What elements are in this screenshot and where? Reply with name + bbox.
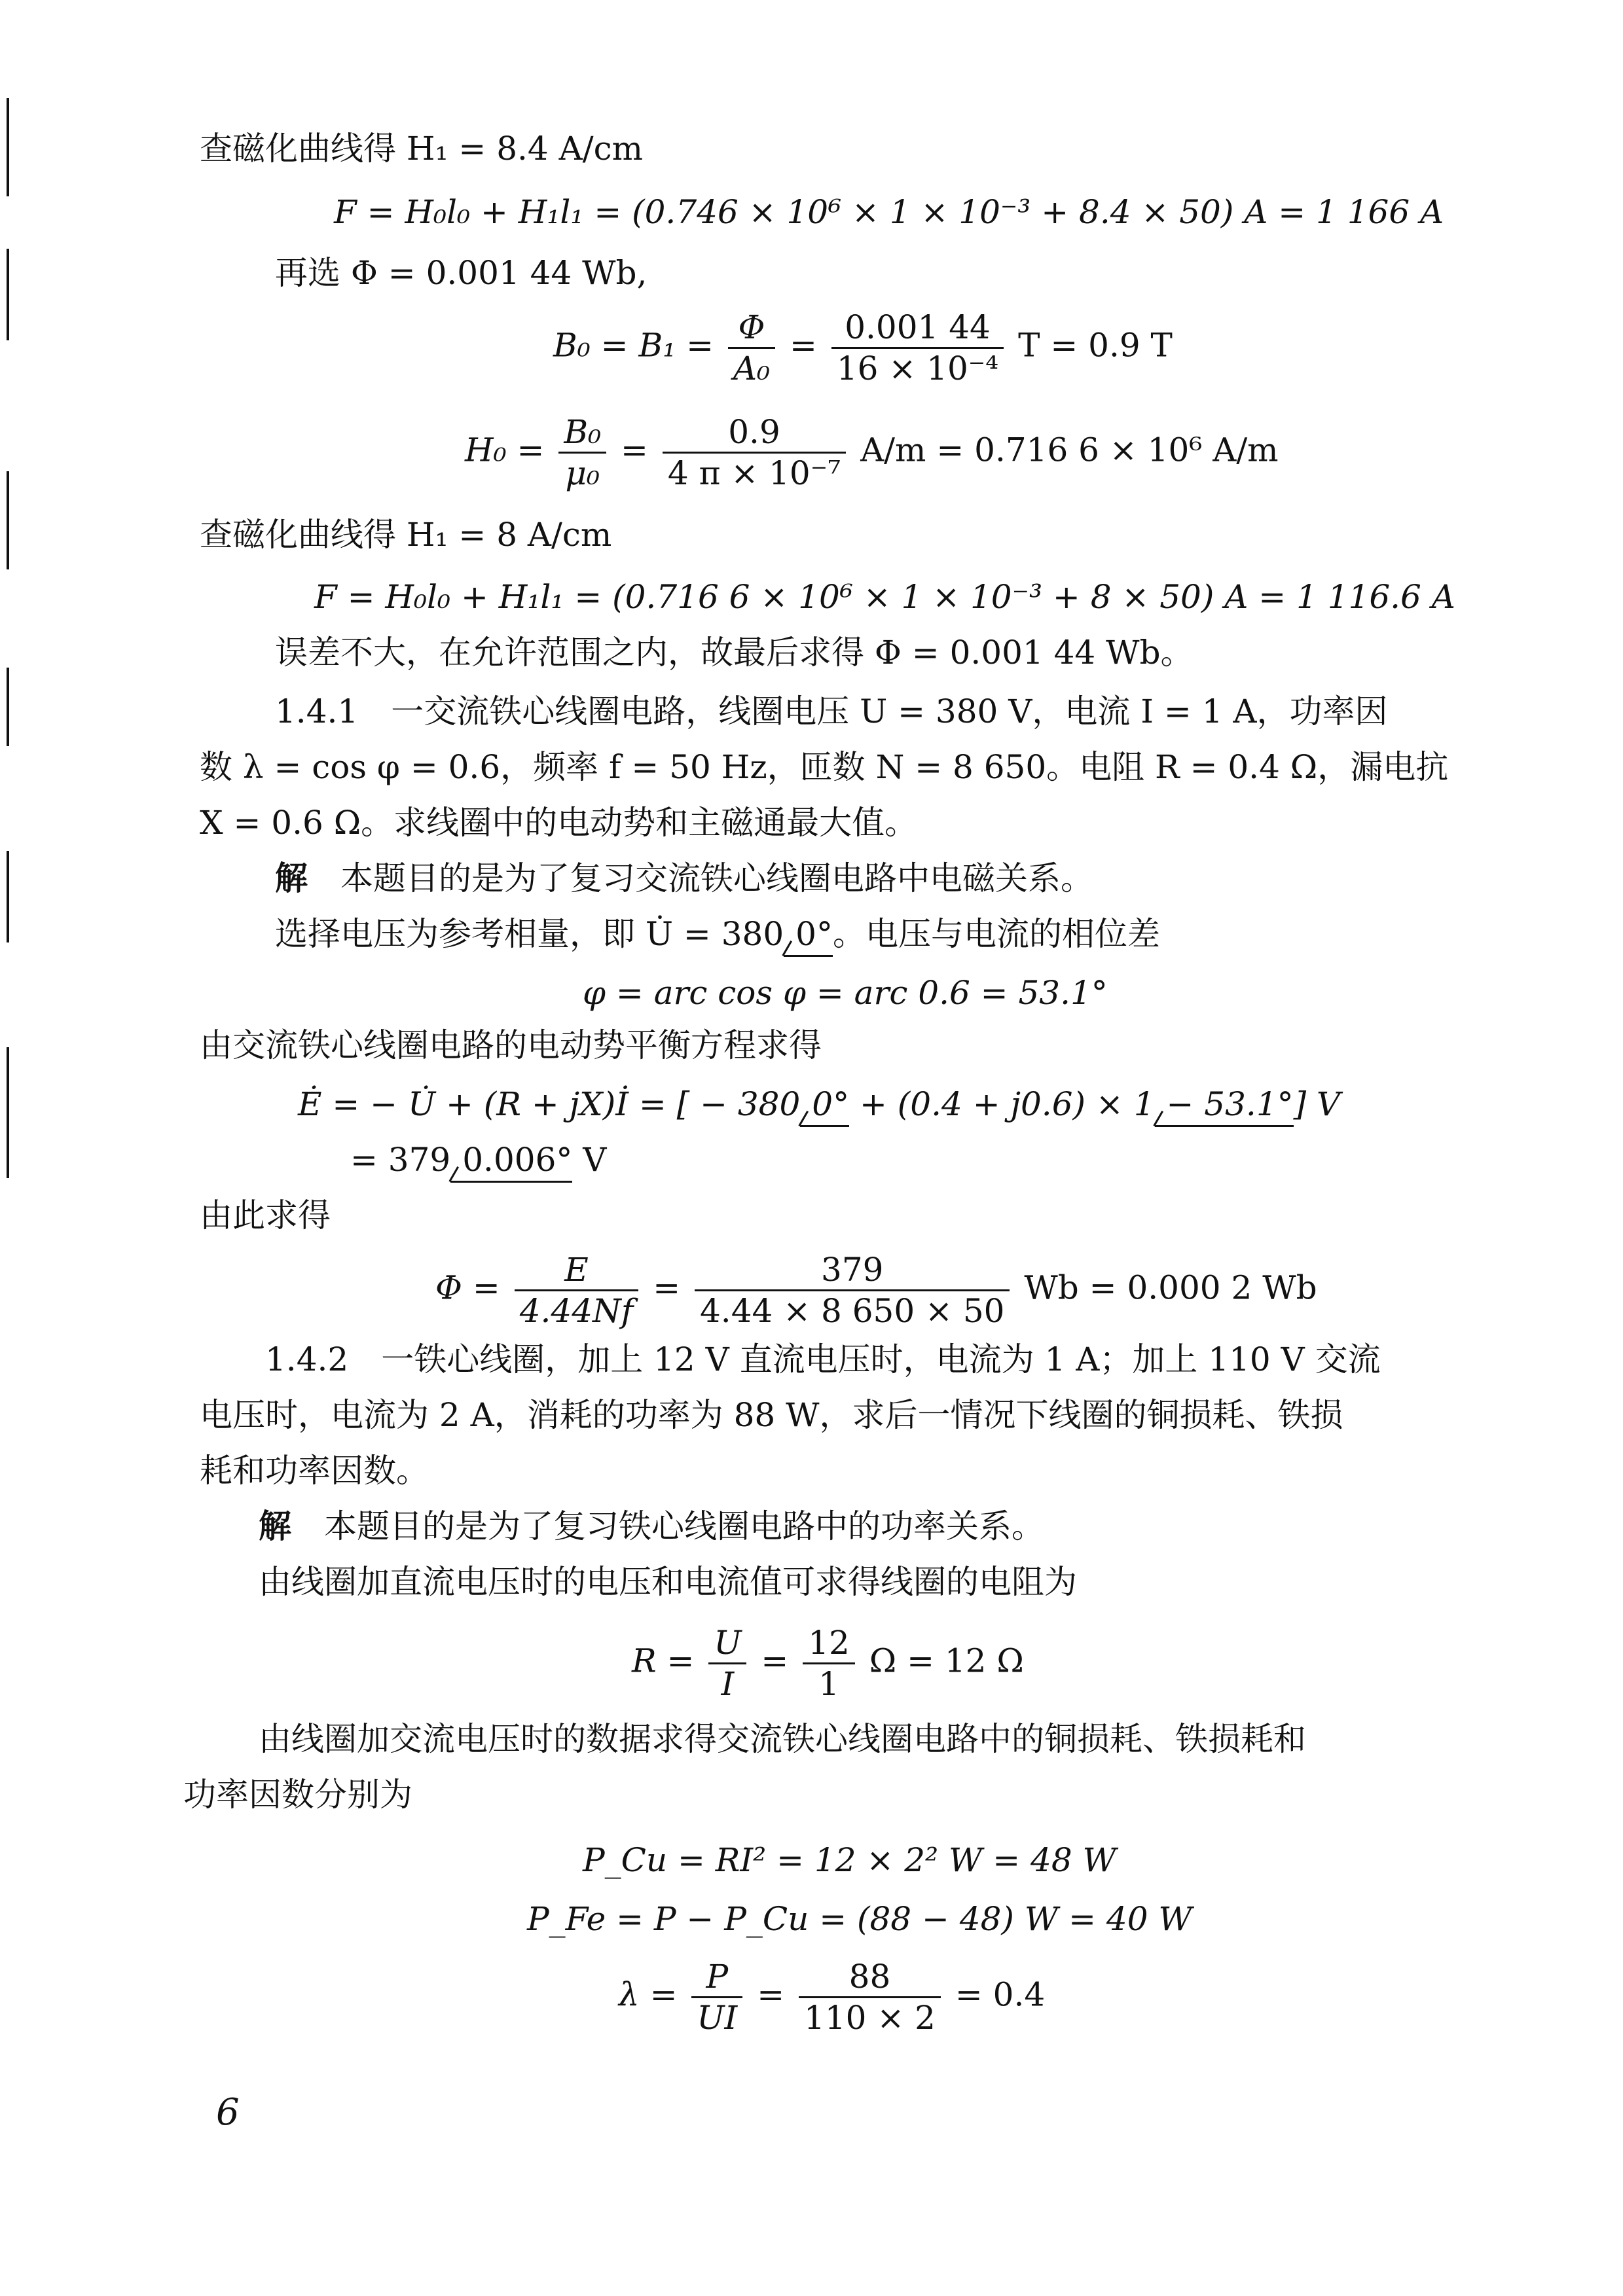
text-segment: 。电压与电流的相位差: [832, 915, 1160, 953]
denominator: UI: [697, 1999, 738, 2037]
text-line: 由线圈加直流电压时的电压和电流值可求得线圈的电阻为: [259, 1563, 1077, 1601]
phasor-angle: 0°: [800, 1083, 849, 1127]
numerator: 88: [799, 1957, 941, 1998]
eq-rhs: T = 0.9 T: [1018, 326, 1173, 365]
phasor-angle: 0.006°: [450, 1139, 572, 1183]
equation: [298, 1083, 1340, 1127]
text-line: 再选 Φ = 0.001 44 Wb,: [275, 254, 647, 292]
text-segment: Ė = − U̇ + (R + jX)İ = [ − 380: [298, 1085, 801, 1123]
problem-text: 1.4.1 一交流铁心线圈电路，线圈电压 U = 380 V，电流 I = 1 A，功率因: [275, 692, 1388, 730]
equation: [435, 1250, 1317, 1331]
problem-text: X = 0.6 Ω。求线圈中的电动势和主磁通最大值。: [200, 804, 918, 842]
numerator: 0.001 44: [831, 308, 1004, 349]
equals-sign: =: [621, 431, 648, 469]
equation: [632, 1623, 1024, 1704]
eq-lhs: λ =: [619, 1975, 678, 2014]
text-line: 功率因数分别为: [183, 1776, 412, 1814]
equals-sign: =: [757, 1975, 785, 2014]
equation: F = H₀l₀ + H₁l₁ = (0.716 6 × 10⁶ × 1 × 10⁻³ + 8 × 50) A = 1 116.6 A: [314, 578, 1455, 616]
scan-margin-bar: [7, 249, 9, 340]
eq-rhs: = 0.4: [955, 1975, 1046, 2014]
text-segment: = 379: [350, 1141, 451, 1179]
fraction: [515, 1250, 639, 1331]
eq-rhs: Ω = 12 Ω: [869, 1641, 1024, 1680]
numerator: Φ: [728, 308, 775, 349]
eq-lhs: B₀ = B₁ =: [553, 326, 714, 365]
solution-label: 解: [275, 859, 308, 897]
text-segment: 选择电压为参考相量，即 U̇ = 380: [275, 915, 784, 953]
equation: φ = arc cos φ = arc 0.6 = 53.1°: [583, 974, 1108, 1012]
scan-margin-bar: [7, 1139, 9, 1178]
eq-lhs: R =: [632, 1641, 695, 1680]
fraction: [803, 1623, 855, 1704]
numerator: 379: [695, 1250, 1010, 1291]
scan-margin-bar: [7, 471, 9, 569]
problem-text: 电压时，电流为 2 A，消耗的功率为 88 W，求后一情况下线圈的铜损耗、铁损: [200, 1396, 1343, 1434]
fraction: [728, 308, 775, 388]
numerator: 12: [803, 1623, 855, 1664]
fraction: [831, 308, 1004, 388]
text-line: 由交流铁心线圈电路的电动势平衡方程求得: [200, 1026, 822, 1064]
numerator: P: [691, 1957, 742, 1998]
text-line: 查磁化曲线得 H₁ = 8.4 A/cm: [200, 130, 644, 168]
equation: P_Fe = P − P_Cu = (88 − 48) W = 40 W: [527, 1900, 1192, 1938]
eq-lhs: Φ =: [435, 1268, 500, 1307]
numerator: 0.9: [663, 412, 846, 454]
denominator: μ₀: [565, 454, 600, 492]
phasor-angle: 0°: [784, 913, 833, 957]
problem-text: 1.4.2 一铁心线圈，加上 12 V 直流电压时，电流为 1 A；加上 110 V 交流: [265, 1340, 1381, 1378]
text-line: 由此求得: [200, 1196, 331, 1234]
solution-label: 解: [259, 1507, 291, 1545]
fraction: [799, 1957, 941, 2037]
equals-sign: =: [653, 1268, 681, 1307]
numerator: B₀: [558, 412, 606, 454]
denominator: 4.44Nf: [519, 1292, 634, 1330]
equation: [619, 1957, 1045, 2037]
equals-sign: =: [761, 1641, 789, 1680]
scan-margin-bar: [7, 98, 9, 196]
text-segment: V: [572, 1141, 607, 1179]
fraction: [558, 412, 606, 493]
scan-margin-bar: [7, 668, 9, 746]
denominator: I: [721, 1665, 735, 1703]
equation: [553, 308, 1173, 388]
text-line: 误差不大，在允许范围之内，故最后求得 Φ = 0.001 44 Wb。: [275, 634, 1194, 672]
text-line: 查磁化曲线得 H₁ = 8 A/cm: [200, 516, 612, 554]
text-segment: + (0.4 + j0.6) × 1: [849, 1085, 1155, 1123]
equation: P_Cu = RI² = 12 × 2² W = 48 W: [583, 1841, 1116, 1879]
numerator: U: [708, 1623, 746, 1664]
page-number: 6: [216, 2091, 240, 2134]
fraction: [663, 412, 846, 493]
denominator: 4.44 × 8 650 × 50: [700, 1292, 1005, 1330]
equation: [350, 1139, 606, 1183]
denominator: 1: [818, 1665, 839, 1703]
fraction: [691, 1957, 742, 2037]
text-line: 由线圈加交流电压时的数据求得交流铁心线圈电路中的铜损耗、铁损耗和: [259, 1720, 1306, 1758]
denominator: 110 × 2: [804, 1999, 936, 2037]
eq-rhs: A/m = 0.716 6 × 10⁶ A/m: [860, 431, 1279, 469]
solution-text: 本题目的是为了复习铁心线圈电路中的功率关系。: [324, 1507, 1044, 1545]
denominator: 4 π × 10⁻⁷: [667, 454, 841, 492]
eq-lhs: H₀ =: [465, 431, 545, 469]
scan-margin-bar: [7, 1047, 9, 1145]
solution-line: [259, 1505, 1044, 1547]
scan-margin-bar: [7, 851, 9, 942]
solution-line: [275, 857, 1093, 899]
solution-text: 本题目的是为了复习交流铁心线圈电路中电磁关系。: [340, 859, 1093, 897]
text-line: [275, 913, 1160, 957]
text-segment: ] V: [1293, 1085, 1341, 1123]
denominator: A₀: [733, 350, 771, 387]
phasor-angle: − 53.1°: [1155, 1083, 1294, 1127]
problem-text: 耗和功率因数。: [200, 1452, 429, 1490]
equation: [465, 412, 1279, 493]
equation: F = H₀l₀ + H₁l₁ = (0.746 × 10⁶ × 1 × 10⁻³ + 8.4 × 50) A = 1 166 A: [334, 193, 1444, 231]
fraction: [708, 1623, 746, 1704]
problem-text: 数 λ = cos φ = 0.6，频率 f = 50 Hz，匝数 N = 8 650。电阻 R = 0.4 Ω，漏电抗: [200, 748, 1449, 786]
denominator: 16 × 10⁻⁴: [836, 350, 999, 387]
eq-rhs: Wb = 0.000 2 Wb: [1024, 1268, 1317, 1307]
equals-sign: =: [790, 326, 817, 365]
numerator: E: [515, 1250, 639, 1291]
fraction: [695, 1250, 1010, 1331]
